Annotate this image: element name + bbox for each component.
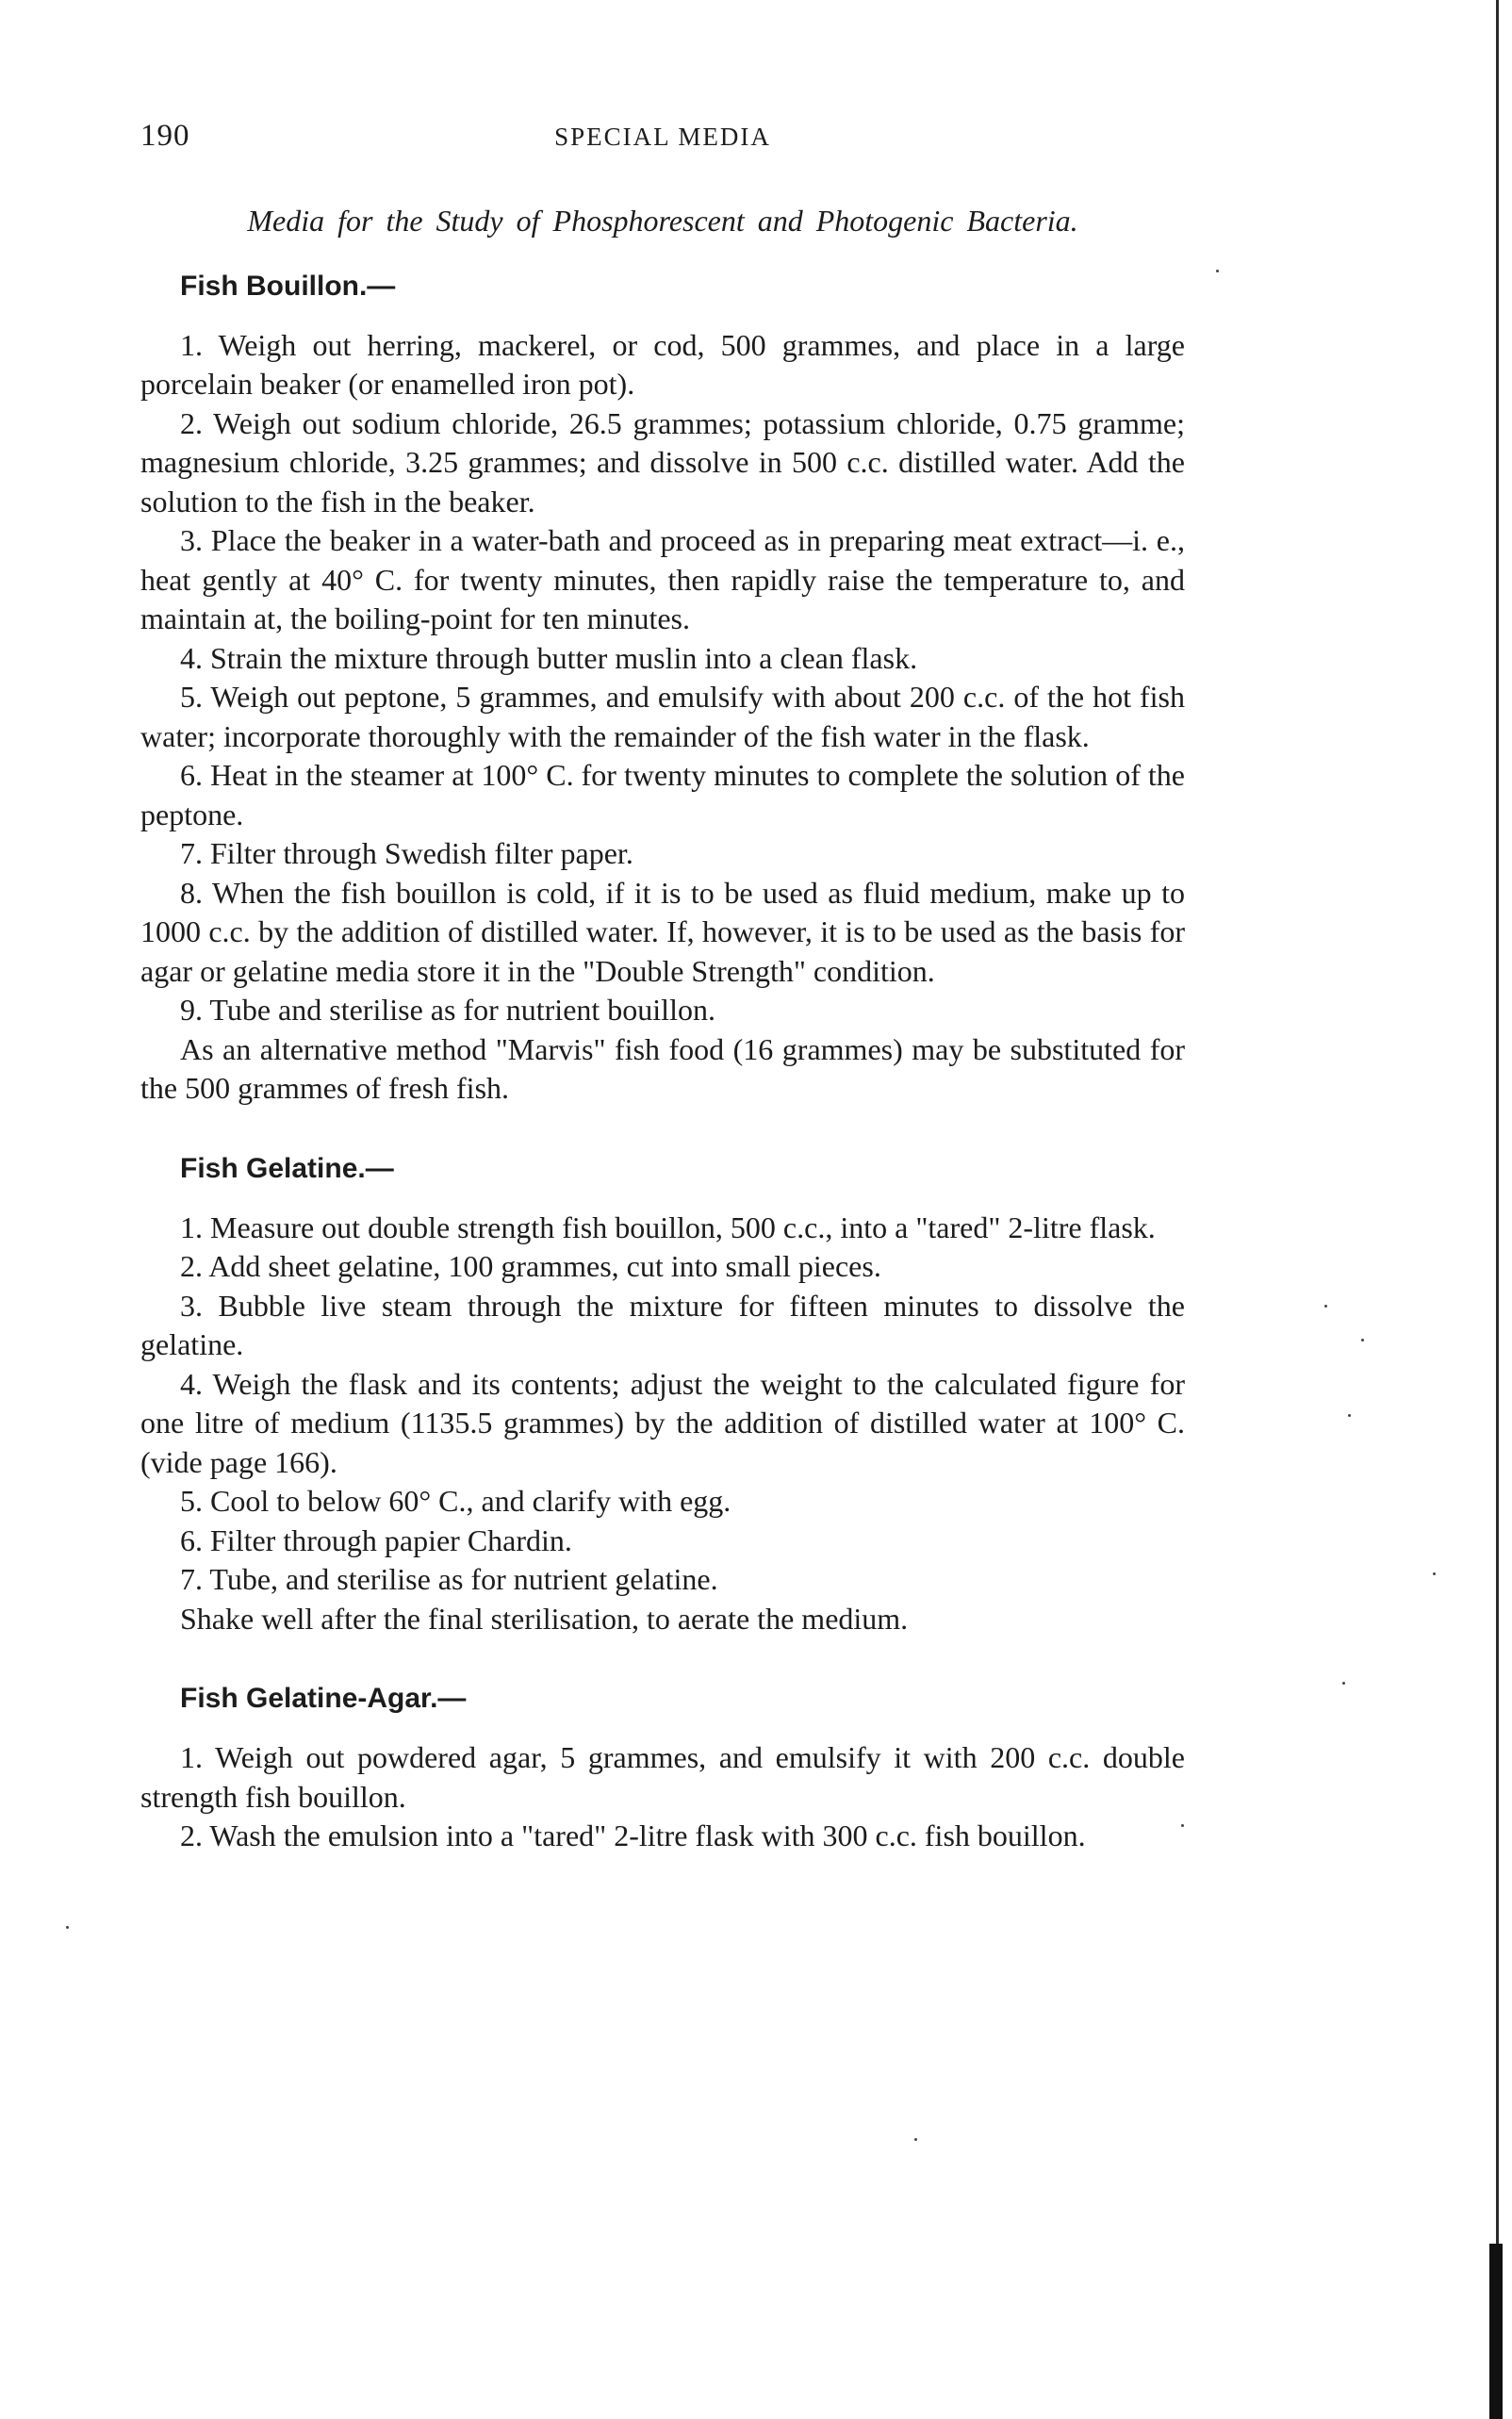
fish-gelatine-agar-heading: Fish Gelatine-Agar.— [180,1683,467,1714]
fish-gelatine-step-2: 2. Add sheet gelatine, 100 grammes, cut into small pieces. [180,1249,881,1283]
fish-gelatine-step-7: 7. Tube, and sterilise as for nutrient gelatine. [180,1562,718,1596]
fish-bouillon-step-7: 7. Filter through Swedish filter paper. [180,836,633,870]
fish-gelatine-step-3: 3. Bubble live steam through the mixture for fifteen minutes to dissolve the gelatine. [140,1288,1185,1361]
scan-speck [1433,1572,1436,1575]
page-number: 190 [140,119,190,153]
section-title: Media for the Study of Phosphorescent and Photogenic Bacteria. [247,204,1078,238]
fish-gelatine-step-5: 5. Cool to below 60° C., and clarify with egg. [180,1484,731,1518]
page-edge-line [1496,0,1499,2419]
fish-bouillon-step-8: 8. When the fish bouillon is cold, if it is to be used as fluid medium, make up to 1000 c.c. by the addition of distilled water. If, however, it is to be used as the basis for agar or gelatine media store it in the "Double Strength" condition. [140,875,1185,988]
fish-gelatine-note: Shake well after the final sterilisation, to aerate the medium. [180,1601,909,1636]
scan-speck [914,2138,917,2141]
scan-speck [1324,1305,1327,1308]
fish-bouillon-step-2: 2. Weigh out sodium chloride, 26.5 grammes; potassium chloride, 0.75 gramme; magnesium chloride, 3.25 grammes; and dissolve in 500 c.c. distilled water. Add the solution to the fish in the beaker. [140,405,1185,518]
fish-bouillon-note: As an alternative method "Marvis" fish food (16 grammes) may be substituted for the 500 grammes of fresh fish. [140,1031,1185,1105]
fish-bouillon-step-3: 3. Place the beaker in a water-bath and proceed as in preparing meat extract—i. e., heat gently at 40° C. for twenty minutes, then rapidly raise the temperature to, and maintain at, the boiling-point for ten minutes. [140,523,1185,635]
scan-speck [1216,270,1219,272]
fish-gelatine-step-4: 4. Weigh the flask and its contents; adjust the weight to the calculated figure for one litre of medium (1135.5 grammes) by the addition of distilled water at 100° C. (vide page 166). [140,1366,1185,1479]
fish-bouillon-section [140,268,1185,1109]
fish-bouillon-heading: Fish Bouillon.— [180,270,396,302]
fish-bouillon-step-6: 6. Heat in the steamer at 100° C. for twenty minutes to complete the solution of the peptone. [140,758,1185,831]
scan-speck [1348,1414,1351,1417]
fish-bouillon-step-9: 9. Tube and sterilise as for nutrient bouillon. [180,993,715,1027]
scan-speck [1361,1339,1364,1341]
fish-gelatine-step-6: 6. Filter through papier Chardin. [180,1522,572,1557]
scan-speck [66,1926,69,1929]
scan-speck [1342,1682,1345,1685]
scan-speck [1181,1824,1184,1827]
fish-gelatine-heading: Fish Gelatine.— [180,1152,394,1184]
fish-bouillon-step-4: 4. Strain the mixture through butter muslin into a clean flask. [180,640,918,675]
page-edge-shadow [1489,2244,1503,2419]
fish-gelatine-agar-step-1: 1. Weigh out powdered agar, 5 grammes, and emulsify it with 200 c.c. double strength fish bouillon. [140,1740,1185,1814]
fish-bouillon-step-1: 1. Weigh out herring, mackerel, or cod, 500 grammes, and place in a large porcelain beaker (or enamelled iron pot). [140,327,1185,401]
page-body [140,202,1185,1856]
fish-gelatine-step-1: 1. Measure out double strength fish bouillon, 500 c.c., into a "tared" 2-litre flask. [180,1210,1156,1244]
page-header [140,119,1185,156]
fish-bouillon-step-5: 5. Weigh out peptone, 5 grammes, and emulsify with about 200 c.c. of the hot fish water; incorporate thoroughly with the remainder of the fish water in the flask. [140,680,1185,753]
fish-gelatine-section [140,1150,1185,1639]
fish-gelatine-agar-step-2: 2. Wash the emulsion into a "tared" 2-litre flask with 300 c.c. fish bouillon. [180,1818,1086,1852]
fish-gelatine-agar-section [140,1680,1185,1856]
running-head: SPECIAL MEDIA [554,123,771,151]
